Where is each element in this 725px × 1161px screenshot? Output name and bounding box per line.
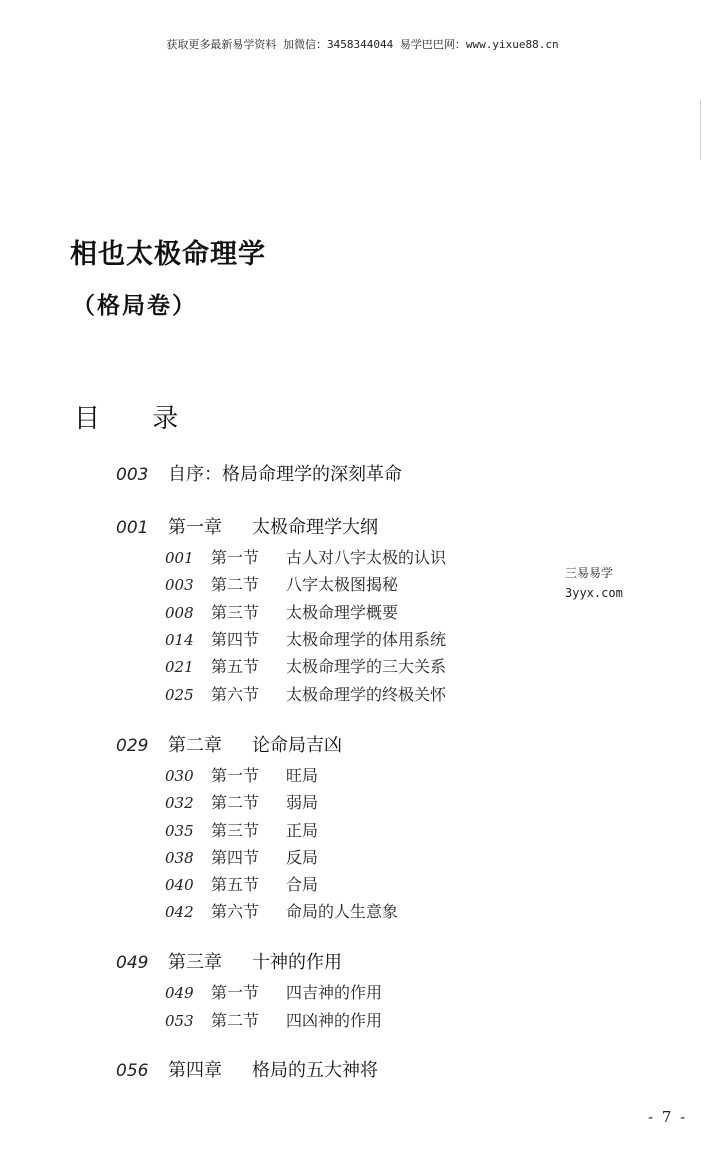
entry-title: 自序：格局命理学的深刻革命 <box>168 464 402 485</box>
toc-entry-section[interactable] <box>165 790 318 813</box>
chapter-label: 第四章 <box>168 1060 222 1081</box>
page-ref: 038 <box>165 849 194 867</box>
section-title: 合局 <box>286 875 319 894</box>
page-ref: 014 <box>165 631 194 649</box>
toc-entry-section[interactable] <box>165 763 318 786</box>
toc-entry-section[interactable] <box>165 572 398 595</box>
toc-entry-chapter-1[interactable] <box>116 513 378 539</box>
book-subtitle: （格局卷） <box>72 292 197 319</box>
section-title: 正局 <box>286 821 319 840</box>
section-label: 第一节 <box>211 548 260 567</box>
section-label: 第一节 <box>211 766 260 785</box>
toc-entry-chapter-4[interactable] <box>116 1056 378 1082</box>
page-ref: 049 <box>116 953 149 973</box>
section-title: 古人对八字太极的认识 <box>286 548 447 567</box>
chapter-title: 论命局吉凶 <box>252 735 342 756</box>
section-title: 弱局 <box>286 793 319 812</box>
section-label: 第五节 <box>211 657 260 676</box>
section-title: 太极命理学的三大关系 <box>286 657 447 676</box>
page-ref: 008 <box>165 604 194 622</box>
toc-entry-preface[interactable] <box>116 460 402 486</box>
chapter-title: 太极命理学大纲 <box>252 517 378 538</box>
chapter-label: 第三章 <box>168 952 222 973</box>
section-title: 命局的人生意象 <box>286 902 399 921</box>
chapter-label: 第一章 <box>168 517 222 538</box>
section-label: 第三节 <box>211 821 260 840</box>
chapter-label: 第二章 <box>168 735 222 756</box>
section-title: 太极命理学的终极关怀 <box>286 685 447 704</box>
toc-entry-section[interactable] <box>165 899 398 922</box>
watermark-line: 三易易学 <box>565 566 614 580</box>
chapter-title: 十神的作用 <box>252 952 342 973</box>
section-label: 第一节 <box>211 983 260 1002</box>
page-ref: 003 <box>165 576 194 594</box>
section-title: 八字太极图揭秘 <box>286 575 399 594</box>
toc-entry-chapter-2[interactable] <box>116 731 342 757</box>
watermark <box>565 563 623 603</box>
book-title: 相也太极命理学 <box>70 239 266 270</box>
section-label: 第五节 <box>211 875 260 894</box>
section-label: 第四节 <box>211 630 260 649</box>
section-label: 第六节 <box>211 902 260 921</box>
top-banner: 获取更多最新易学资料 加微信：3458344044 易学巴巴网：www.yixue88.cn <box>166 38 559 51</box>
section-label: 第六节 <box>211 685 260 704</box>
section-label: 第四节 <box>211 848 260 867</box>
toc-entry-section[interactable] <box>165 1008 382 1031</box>
scan-edge-line <box>700 100 701 160</box>
toc-entry-section[interactable] <box>165 845 318 868</box>
page-ref: 029 <box>116 736 149 756</box>
chapter-title: 格局的五大神将 <box>252 1060 378 1081</box>
section-title: 四凶神的作用 <box>286 1011 383 1030</box>
section-title: 旺局 <box>286 766 319 785</box>
toc-entry-section[interactable] <box>165 980 382 1003</box>
toc-entry-section[interactable] <box>165 545 446 568</box>
page-ref: 053 <box>165 1012 194 1030</box>
page-ref: 049 <box>165 984 194 1002</box>
page-ref: 001 <box>165 549 194 567</box>
section-title: 反局 <box>286 848 319 867</box>
toc-heading: 目 录 <box>74 404 201 434</box>
page-ref: 001 <box>116 518 149 538</box>
page-ref: 035 <box>165 822 194 840</box>
section-title: 四吉神的作用 <box>286 983 383 1002</box>
page-ref: 030 <box>165 767 194 785</box>
toc-entry-section[interactable] <box>165 872 318 895</box>
section-title: 太极命理学的体用系统 <box>286 630 447 649</box>
section-label: 第二节 <box>211 1011 260 1030</box>
section-label: 第三节 <box>211 603 260 622</box>
section-title: 太极命理学概要 <box>286 603 399 622</box>
section-label: 第二节 <box>211 793 260 812</box>
section-label: 第二节 <box>211 575 260 594</box>
toc-entry-section[interactable] <box>165 600 398 623</box>
toc-entry-section[interactable] <box>165 682 446 705</box>
page-ref: 021 <box>165 658 194 676</box>
toc-entry-chapter-3[interactable] <box>116 948 342 974</box>
watermark-line: 3yyx.com <box>565 586 623 600</box>
page-ref: 042 <box>165 903 194 921</box>
page-ref: 040 <box>165 876 194 894</box>
toc-entry-section[interactable] <box>165 627 446 650</box>
page-ref: 032 <box>165 794 194 812</box>
toc-entry-section[interactable] <box>165 654 446 677</box>
toc-entry-section[interactable] <box>165 818 318 841</box>
page-ref: 056 <box>116 1061 149 1081</box>
page-ref: 025 <box>165 686 194 704</box>
page-number: - 7 - <box>648 1108 688 1126</box>
page-ref: 003 <box>116 465 149 485</box>
